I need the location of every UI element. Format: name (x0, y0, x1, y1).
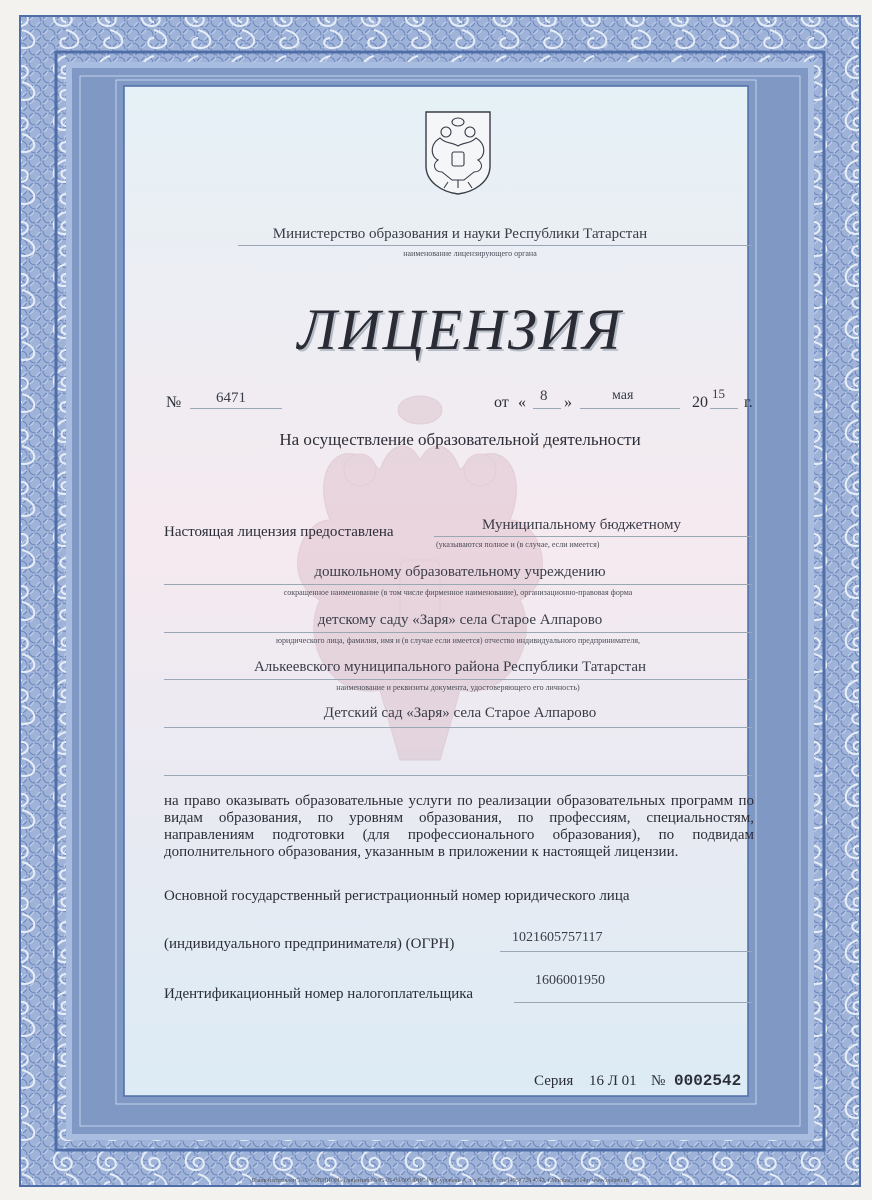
document-title: ЛИЦЕНЗИЯ (297, 297, 623, 362)
inn-label: Идентификационный номер налогоплательщика (164, 986, 474, 1002)
double-headed-eagle-coat-of-arms-icon (422, 108, 494, 196)
license-number: 6471 (216, 390, 246, 406)
year-suffix: 15 (712, 386, 725, 401)
month-underline (580, 408, 680, 409)
year-prefix: 20 (692, 394, 708, 411)
series-label: Серия (534, 1073, 574, 1089)
issue-month: мая (612, 388, 634, 403)
year-underline (710, 408, 738, 409)
issuer-name: Министерство образования и науки Республики Татарстан (272, 226, 648, 242)
series-number-label: № (651, 1073, 666, 1089)
grant-line-3: детскому саду «Заря» села Старое Алпарово (317, 612, 603, 628)
inn-value: 1606001950 (535, 973, 605, 988)
ogrn-value: 1021605757117 (512, 930, 603, 945)
grant-caption-4: наименование и реквизиты документа, удостоверяющего его личность) (336, 683, 580, 692)
ogrn-label-1: Основной государственный регистрационный номер юридического лица (164, 888, 630, 904)
grant-underline-1 (434, 536, 752, 537)
ogrn-label-2: (индивидуального предпринимателя) (ОГРН) (164, 936, 455, 952)
grant-underline-4 (164, 679, 752, 680)
grant-underline-5 (164, 727, 752, 728)
series-number: 0002542 (674, 1072, 742, 1090)
grant-caption-3: юридического лица, фамилия, имя и (в случае если имеется) отчество индивидуального предпринимателя, (275, 636, 641, 645)
grant-line-1: Муниципальному бюджетному (482, 517, 682, 533)
series-value: 16 Л 01 (589, 1073, 637, 1089)
printer-note: Бланк изготовлен ЗАО «ОПЦИОН» (лицензия № 05-05-09/003 ФНС РФ), уровень А, т/з № 520, тел. (495) 726 4742, г.Москва, 2014 г. www.opcion.ru (251, 1178, 629, 1184)
grant-caption-1: (указываются полное и (в случае, если имеется) (436, 540, 600, 549)
day-underline (533, 408, 561, 409)
grant-line-4: Алькеевского муниципального района Республики Татарстан (253, 659, 647, 675)
number-label: № (166, 394, 182, 411)
from-label: от (494, 394, 509, 411)
number-underline (190, 408, 282, 409)
grant-underline-2 (164, 584, 752, 585)
grant-underline-6 (164, 775, 752, 776)
inn-underline (514, 1002, 752, 1003)
issue-day: 8 (540, 388, 548, 404)
license-purpose: На осуществление образовательной деятельности (279, 430, 641, 449)
quote-open: « (518, 394, 526, 411)
grant-label: Настоящая лицензия предоставлена (164, 524, 394, 540)
year-unit: г. (744, 394, 753, 411)
issuer-caption: наименование лицензирующего органа (403, 249, 537, 258)
grant-caption-2: сокращенное наименование (в том числе фирменное наименование), организационно-правовая форма (283, 588, 633, 597)
quote-close: » (564, 394, 572, 411)
issuer-underline (238, 245, 752, 246)
grant-line-5: Детский сад «Заря» села Старое Алпарово (323, 705, 597, 721)
grant-line-2: дошкольному образовательному учреждению (314, 564, 606, 580)
ogrn-underline (500, 951, 752, 952)
rights-paragraph: на право оказывать образовательные услуги по реализации образовательных программ по видам образования, по уровням образования, по профессиям, специальностям, направлениям подготовки (для профессионального образования), по подвидам дополнительного образования, указанным в приложении к настоящей лицензии. (164, 793, 754, 860)
grant-underline-3 (164, 632, 752, 633)
